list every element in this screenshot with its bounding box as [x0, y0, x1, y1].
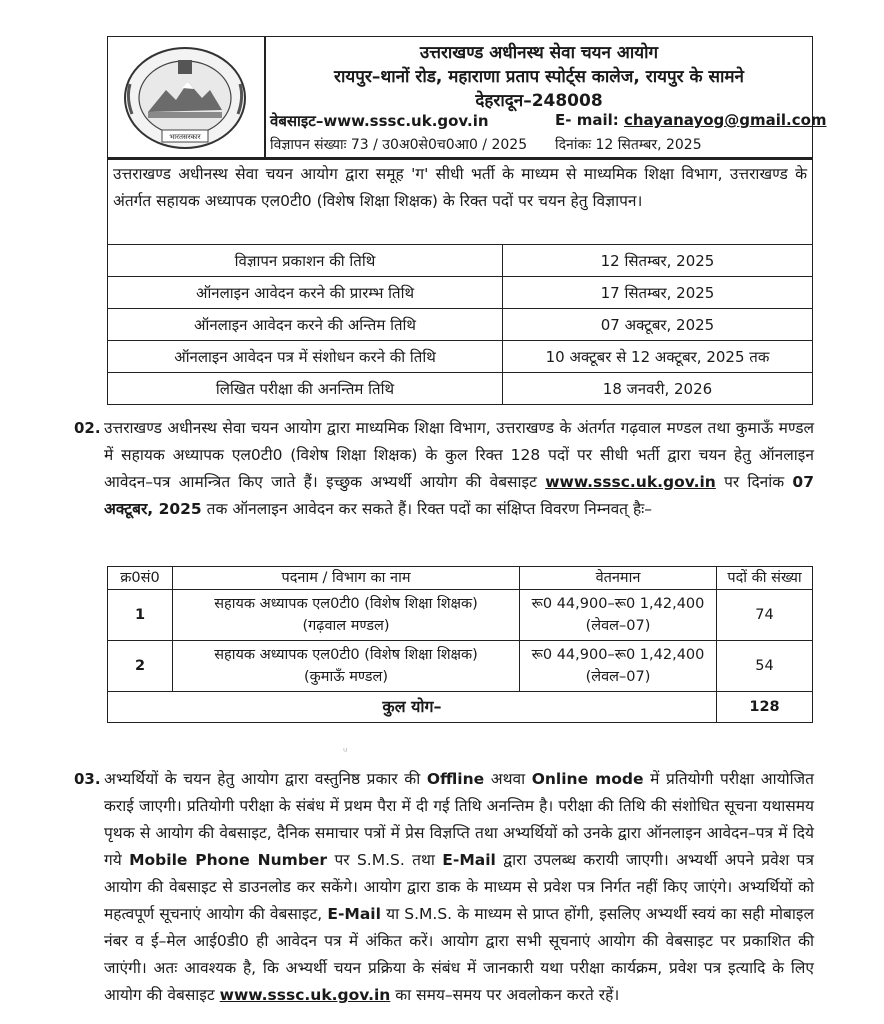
para-3-number: 03. — [74, 770, 101, 788]
cell-pay-level: (लेवल–07) — [585, 618, 651, 634]
advert-date: दिनांकः 12 सितम्बर, 2025 — [555, 137, 702, 153]
stray-mark: ᵘ — [343, 745, 348, 758]
para-3-text-e: द्वारा उपलब्ध करायी जाएगी। अभ्यर्थी अपने प्रवेश पत्र आयोग की वेबसाइट से डाउनलोड कर सकेंगे। आयोग द्वारा डाक के माध्यम से प्रवेश पत्र निर्गत नहीं किए जाएंगे। अभ्यर्थियों को महत्वपूर्ण सूचनाएं आयोग की वेबसाइट, — [104, 851, 814, 923]
para-3-online: Online mode — [531, 770, 644, 788]
table-row — [108, 245, 813, 277]
para-2-text-a: उत्तराखण्ड अधीनस्थ सेवा चयन आयोग द्वारा माध्यमिक शिक्षा विभाग, उत्तराखण्ड के अंतर्गत गढ़वाल मण्डल तथा कुमाऊँ मण्डल में सहायक अध्यापक एल0टी0 (विशेष शिक्षा शिक्षक) के कुल रिक्त 128 पदों पर सीधी भर्ती द्वारा चयन हेतु ऑनलाइन आवेदन–पत्र आमन्त्रित किए जाते हैं। इच्छुक अभ्यर्थी आयोग की वेबसाइट — [104, 419, 814, 491]
table-row — [108, 641, 813, 692]
para-3-text-g: का समय–समय पर अवलोकन करते रहें। — [395, 986, 620, 1004]
commission-logo-icon — [118, 44, 252, 152]
advert-number: विज्ञापन संख्याः 73 / उ0अ0से0च0आ0 / 2025 — [270, 137, 528, 153]
cell-post — [173, 641, 520, 692]
cell-pay — [520, 590, 717, 641]
para-3-email-2: E-Mail — [327, 905, 381, 923]
dates-table — [107, 244, 813, 405]
website-label: वेबसाइट–www.sssc.uk.gov.in — [270, 112, 489, 130]
col-header-pay: वेतनमान — [520, 567, 717, 590]
cell-pay — [520, 641, 717, 692]
para-3-text-a: अभ्यर्थियों के चयन हेतु आयोग द्वारा वस्तुनिष्ठ प्रकार की — [104, 770, 421, 788]
col-header-count: पदों की संख्या — [717, 567, 813, 590]
para-3-text-c: में प्रतियोगी परीक्षा आयोजित कराई जाएगी। प्रतियोगी परीक्षा के संबंध में प्रथम पैरा में दी गई तिथि अनन्तिम है। परीक्षा की तिथि की संशोधित सूचना यथासमय पृथक से आयोग की वेबसाइट, दैनिक समाचार पत्रों में प्रेस विज्ञप्ति तथा अभ्यर्थियों को उनके द्वारा ऑनलाइन आवेदन–पत्र में दिये गये — [104, 770, 814, 869]
cell-pay-range: रू0 44,900–रू0 1,42,400 — [531, 596, 705, 612]
cell-pay-range: रू0 44,900–रू0 1,42,400 — [531, 647, 705, 663]
table-row — [108, 277, 813, 309]
logo-banner-text: भारतसरकार — [169, 133, 201, 141]
date-label: ऑनलाइन आवेदन करने की अन्तिम तिथि — [108, 309, 503, 341]
address-line-2: देहरादून–248008 — [475, 91, 603, 111]
para-2-text-b: पर दिनांक — [724, 473, 785, 491]
email-line — [555, 111, 827, 129]
date-value: 17 सितम्बर, 2025 — [503, 277, 813, 309]
table-row — [108, 341, 813, 373]
para-3-email: E-Mail — [442, 851, 496, 869]
date-label: ऑनलाइन आवेदन पत्र में संशोधन करने की तिथि — [108, 341, 503, 373]
date-label: ऑनलाइन आवेदन करने की प्रारम्भ तिथि — [108, 277, 503, 309]
para-3-website-link[interactable]: www.sssc.uk.gov.in — [219, 986, 391, 1004]
col-header-sno: क्र0सं0 — [108, 567, 173, 590]
para-3-text-b: अथवा — [490, 770, 526, 788]
para-3-offline: Offline — [426, 770, 485, 788]
cell-count: 54 — [717, 641, 813, 692]
date-value: 10 अक्टूबर से 12 अक्टूबर, 2025 तक — [503, 341, 813, 373]
date-label: विज्ञापन प्रकाशन की तिथि — [108, 245, 503, 277]
para-2-text-c: तक ऑनलाइन आवेदन कर सकते हैं। रिक्त पदों का संक्षिप्त विवरण निम्नवत् हैः– — [206, 500, 653, 518]
total-value: 128 — [717, 692, 813, 723]
para-3-text-d: पर S.M.S. तथा — [334, 851, 435, 869]
para-2-date: 07 अक्टूबर, 2025 — [104, 473, 814, 518]
para-2-number: 02. — [74, 419, 101, 437]
table-row — [108, 309, 813, 341]
para-3-mobile: Mobile Phone Number — [129, 851, 328, 869]
cell-sno: 2 — [108, 641, 173, 692]
cell-post-title: सहायक अध्यापक एल0टी0 (विशेष शिक्षा शिक्षक) — [214, 647, 478, 663]
cell-pay-level: (लेवल–07) — [585, 669, 651, 685]
date-value: 12 सितम्बर, 2025 — [503, 245, 813, 277]
para-3-text-f: या S.M.S. के माध्यम से प्राप्त होंगी, इसलिए अभ्यर्थी स्वयं का सही मोबाइल नंबर व ई–मेल आई0डी0 ही आवेदन पत्र में अंकित करें। आयोग द्वारा सभी सूचनाएं आयोग की वेबसाइट पर प्रकाशित की जाएंगी। अतः आवश्यक है, कि अभ्यर्थी चयन प्रक्रिया के संबंध में जानकारी यथा परीक्षा कार्यक्रम, प्रवेश पत्र इत्यादि के लिए आयोग की वेबसाइट — [104, 905, 814, 1004]
table-header-row — [108, 567, 813, 590]
date-label: लिखित परीक्षा की अनन्तिम तिथि — [108, 373, 503, 405]
email-link[interactable]: chayanayog@gmail.com — [623, 111, 827, 129]
address-line-1: रायपुर–थानों रोड, महाराणा प्रताप स्पोर्ट्स कालेज, रायपुर के सामने — [334, 67, 744, 87]
col-header-post: पदनाम / विभाग का नाम — [173, 567, 520, 590]
date-value: 18 जनवरी, 2026 — [503, 373, 813, 405]
table-row — [108, 590, 813, 641]
table-total-row — [108, 692, 813, 723]
cell-post-dept: (गढ़वाल मण्डल) — [302, 618, 390, 634]
cell-post-title: सहायक अध्यापक एल0टी0 (विशेष शिक्षा शिक्षक) — [214, 596, 478, 612]
org-name: उत्तराखण्ड अधीनस्थ सेवा चयन आयोग — [419, 43, 659, 63]
para-2 — [104, 415, 814, 523]
cell-post — [173, 590, 520, 641]
intro-text: उत्तराखण्ड अधीनस्थ सेवा चयन आयोग द्वारा समूह 'ग' सीधी भर्ती के माध्यम से माध्यमिक शिक्षा विभाग, उत्तराखण्ड के अंतर्गत सहायक अध्यापक एल0टी0 (विशेष शिक्षा शिक्षक) के रिक्त पदों पर चयन हेतु विज्ञापन। — [113, 165, 807, 210]
posts-table — [107, 566, 813, 723]
date-value: 07 अक्टूबर, 2025 — [503, 309, 813, 341]
email-label: E- mail: — [555, 111, 619, 129]
cell-count: 74 — [717, 590, 813, 641]
para-2-website-link[interactable]: www.sssc.uk.gov.in — [545, 473, 716, 491]
cell-sno: 1 — [108, 590, 173, 641]
total-label: कुल योग– — [108, 692, 717, 723]
table-row — [108, 373, 813, 405]
cell-post-dept: (कुमाऊँ मण्डल) — [303, 669, 388, 685]
para-3 — [104, 766, 814, 1009]
